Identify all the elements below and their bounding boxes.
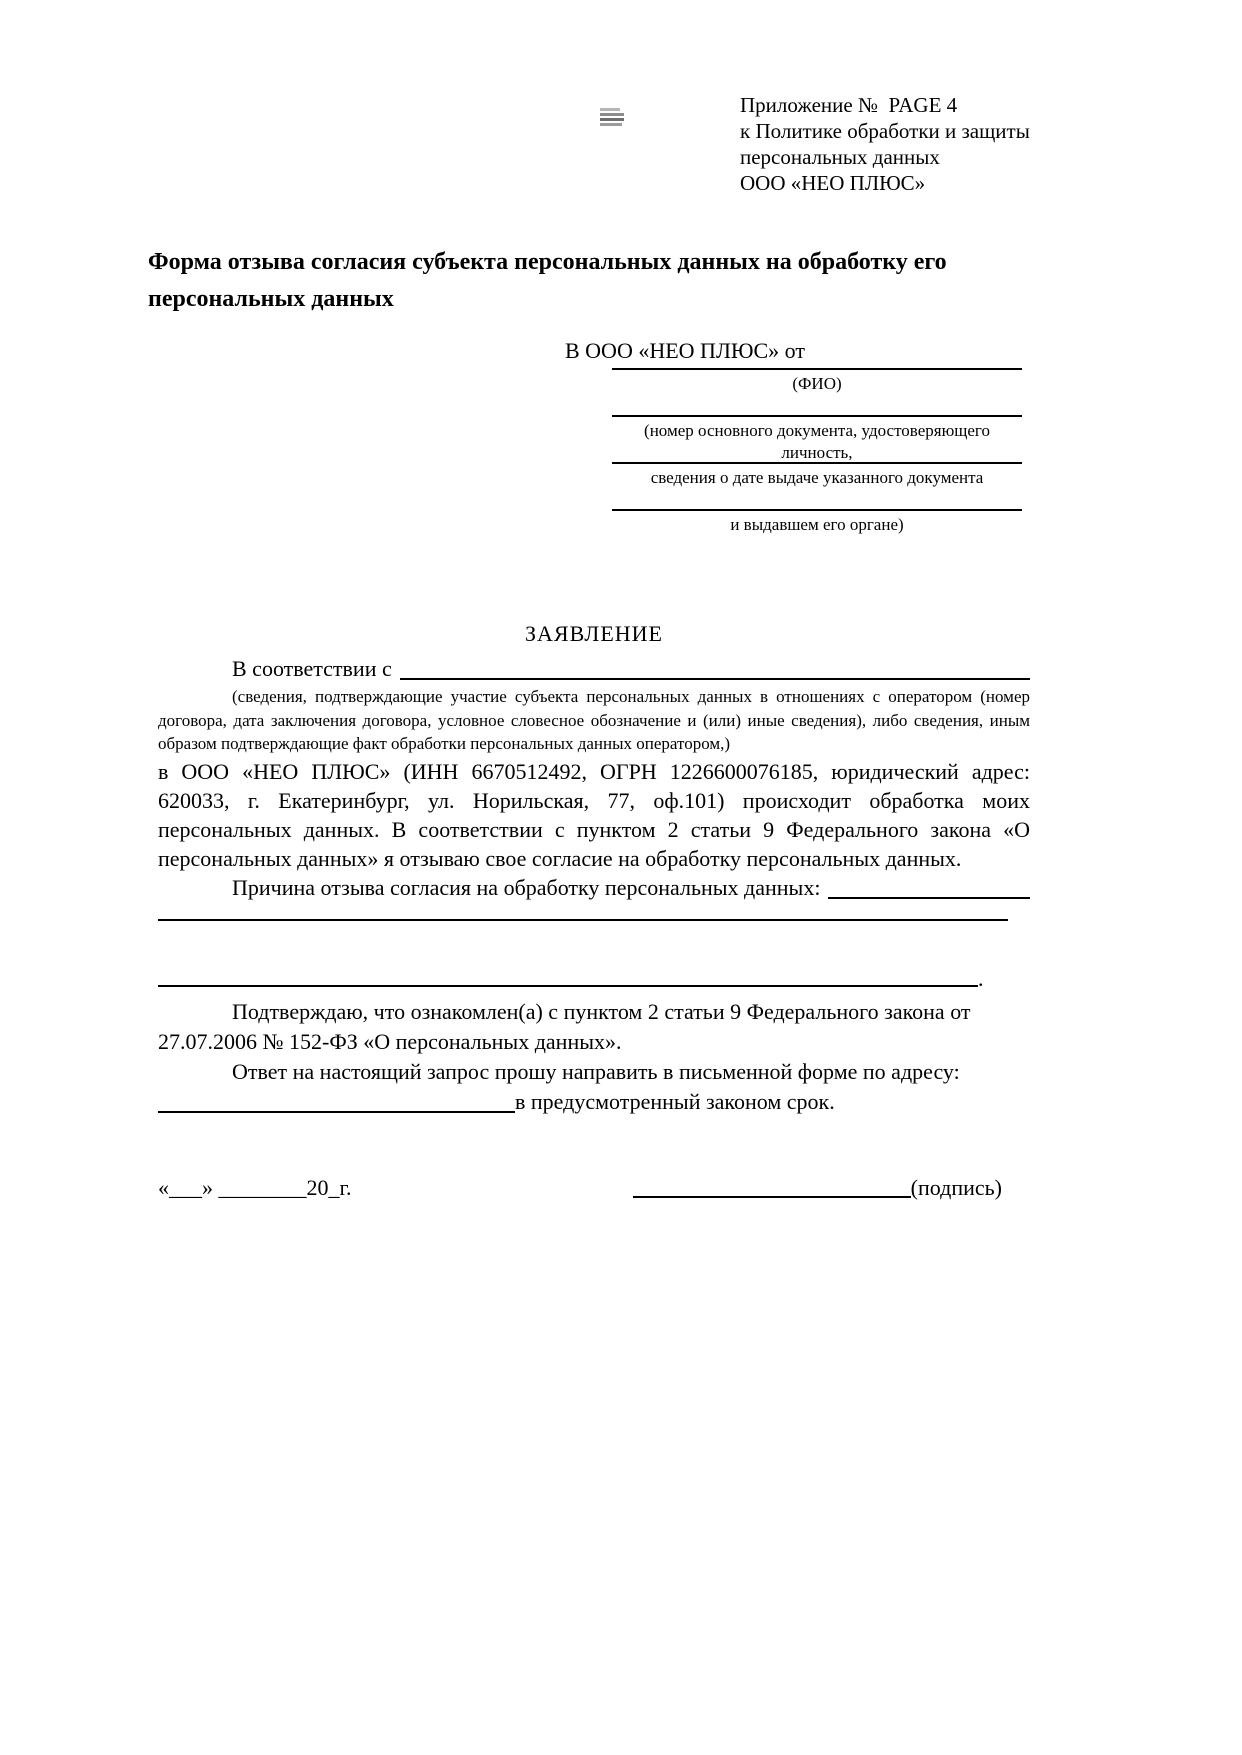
statement-section [158, 620, 1030, 1203]
date-blank[interactable]: «___» ________20_г. [158, 1174, 352, 1200]
intro-prefix: В соответствии с [232, 656, 392, 681]
reply-request-line: Ответ на настоящий запрос прошу направить в письменной форме по адресу: [232, 1058, 960, 1084]
appendix-line-3: персональных данных [740, 145, 940, 169]
confirmation-line-1: Подтверждаю, что ознакомлен(а) с пунктом 2 статьи 9 Федерального закона от [232, 998, 971, 1024]
issuing-authority-caption: и выдавшем его органе) [730, 515, 904, 534]
reason-line [158, 873, 1030, 903]
intro-footnote: (сведения, подтверждающие участие субъекта персональных данных в отношениях с оператором (номер договора, дата заключения договора, условное словесное обозначение и (или) иные сведения), либо сведения, иным образом подтверждающие факт обработки персональных данных оператором,) [158, 687, 1030, 753]
signature-group [633, 1173, 1002, 1203]
addressee-fields [612, 368, 1022, 556]
reason-blank-line[interactable] [828, 897, 1030, 899]
issuing-authority-field [612, 509, 1022, 556]
appendix-line-1: Приложение № PAGE 4 [740, 93, 958, 117]
statement-body: в ООО «НЕО ПЛЮС» (ИНН 6670512492, ОГРН 1226600076185, юридический адрес: 620033, г. Екатеринбург, ул. Норильская, 77, оф.101) происходит обработка моих персональных данных. В соответствии с пунктом 2 статьи 9 Федерального закона «О персональных данных» я отзываю свое согласие на обработку персональных данных. [158, 758, 1030, 871]
reply-address-row [158, 1087, 1030, 1117]
intro-blank-line[interactable] [400, 678, 1030, 680]
document-number-field [612, 415, 1022, 462]
issue-date-field [612, 462, 1022, 509]
statement-heading: ЗАЯВЛЕНИЕ [525, 621, 663, 646]
issue-date-caption: сведения о дате выдаче указанного документа [650, 468, 984, 487]
signature-caption: (подпись) [910, 1174, 1002, 1200]
signature-row [158, 1173, 1030, 1203]
signature-line[interactable] [633, 1196, 911, 1198]
reason-prefix: Причина отзыва согласия на обработку персональных данных: [232, 874, 821, 900]
fio-field [612, 368, 1022, 415]
addressee-line: В ООО «НЕО ПЛЮС» от [565, 338, 805, 363]
intro-line [158, 654, 1030, 684]
reason-line-2-period: . [978, 965, 984, 991]
appendix-header [740, 92, 1242, 196]
appendix-line-2: к Политике обработки и защиты [740, 119, 1030, 143]
confirmation-paragraph [158, 997, 1030, 1057]
address-input-line[interactable] [158, 1111, 515, 1113]
reason-extra-line-2[interactable] [158, 985, 978, 987]
reason-extra-line-2-row [158, 967, 1030, 991]
confirmation-line-2: 27.07.2006 № 152-ФЗ «О персональных данных». [158, 1028, 622, 1054]
embedded-object-artifact-icon [600, 108, 624, 128]
reason-extra-line-1[interactable] [158, 919, 1008, 921]
document-title: Форма отзыва согласия субъекта персональных данных на обработку его персональных данных [148, 249, 947, 312]
document-number-caption: (номер основного документа, удостоверяющего личность, [644, 421, 990, 462]
reply-suffix: в предусмотренный законом срок. [515, 1088, 835, 1114]
appendix-line-4: ООО «НЕО ПЛЮС» [740, 171, 926, 195]
fio-caption: (ФИО) [792, 374, 842, 393]
